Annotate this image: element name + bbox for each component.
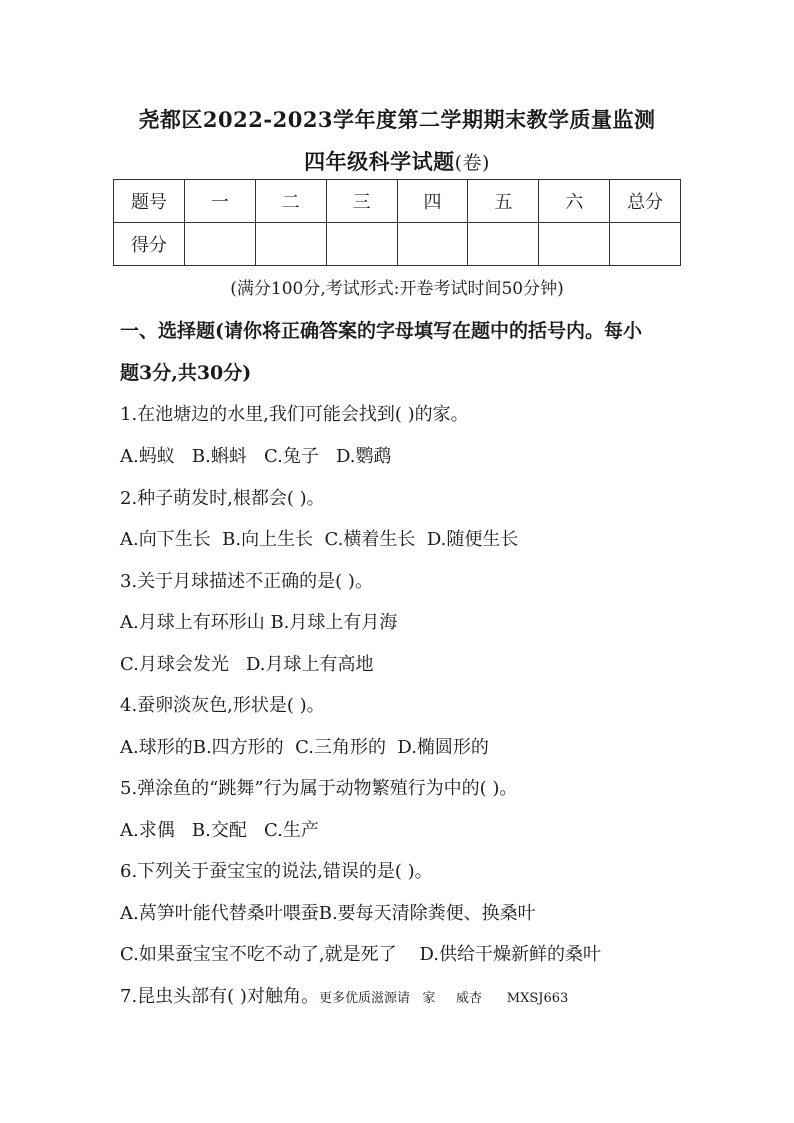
score-input-cell[interactable]: [468, 223, 539, 266]
score-input-cell[interactable]: [610, 223, 681, 266]
document-title: 尧都区2022-2023学年度第二学期期末教学质量监测: [138, 107, 656, 132]
score-row-label: 得分: [114, 223, 185, 266]
score-input-cell[interactable]: [326, 223, 397, 266]
subtitle-text: 四年级科学试题: [304, 149, 455, 174]
score-header-cell: 四: [397, 180, 468, 223]
score-input-cell[interactable]: [397, 223, 468, 266]
score-header-cell: 总分: [610, 180, 681, 223]
option-line: A.球形的B.四方形的 C.三角形的 D.椭圆形的: [120, 737, 489, 758]
option-line: A.蚂蚁 B.蝌蚪 C.兔子 D.鹦鹉: [120, 446, 392, 467]
score-input-cell[interactable]: [184, 223, 255, 266]
score-input-cell[interactable]: [539, 223, 610, 266]
question-text: 7.昆虫头部有( )对触角。: [120, 986, 319, 1007]
score-table-header-row: [114, 180, 681, 223]
option-line: A.莴笋叶能代替桑叶喂蚕B.要每天清除粪便、换桑叶: [120, 903, 536, 924]
question-line: 4.蚕卵淡灰色,形状是( )。: [120, 695, 325, 716]
question-line: 5.弹涂鱼的“跳舞”行为属于动物繁殖行为中的( )。: [120, 778, 518, 799]
option-line: A.月球上有环形山 B.月球上有月海: [120, 612, 398, 633]
option-line: C.月球会发光 D.月球上有高地: [120, 654, 374, 675]
exam-note: (满分100分,考试形式:开卷考试时间50分钟): [230, 279, 564, 299]
score-input-cell[interactable]: [255, 223, 326, 266]
score-header-cell: 六: [539, 180, 610, 223]
score-header-cell: 一: [184, 180, 255, 223]
score-header-cell: 三: [326, 180, 397, 223]
question-line: 3.关于月球描述不正确的是( )。: [120, 571, 373, 592]
score-header-cell: 五: [468, 180, 539, 223]
score-table-score-row: [114, 223, 681, 266]
section-heading-cont: 题3分,共30分): [120, 362, 252, 384]
score-header-cell: 二: [255, 180, 326, 223]
question-line: 2.种子萌发时,根都会( )。: [120, 488, 325, 509]
option-line: C.如果蚕宝宝不吃不动了,就是死了 D.供给干燥新鲜的桑叶: [120, 944, 601, 965]
subtitle-suffix: (卷): [454, 152, 490, 174]
option-line: A.向下生长 B.向上生长 C.横着生长 D.随便生长: [120, 529, 519, 550]
watermark-text: 更多优质滋源请 家 威杏 MXSJ663: [318, 991, 569, 1006]
score-table: [113, 179, 681, 266]
option-line: A.求偶 B.交配 C.生产: [120, 820, 319, 841]
document-subtitle: [0, 146, 794, 176]
question-line: 1.在池塘边的水里,我们可能会找到( )的家。: [120, 404, 469, 425]
question-line-last: [120, 982, 568, 1008]
question-line: 6.下列关于蚕宝宝的说法,错误的是( )。: [120, 861, 433, 882]
score-header-cell: 题号: [114, 180, 185, 223]
section-heading: 一、选择题(请你将正确答案的字母填写在题中的括号内。每小: [120, 320, 642, 342]
